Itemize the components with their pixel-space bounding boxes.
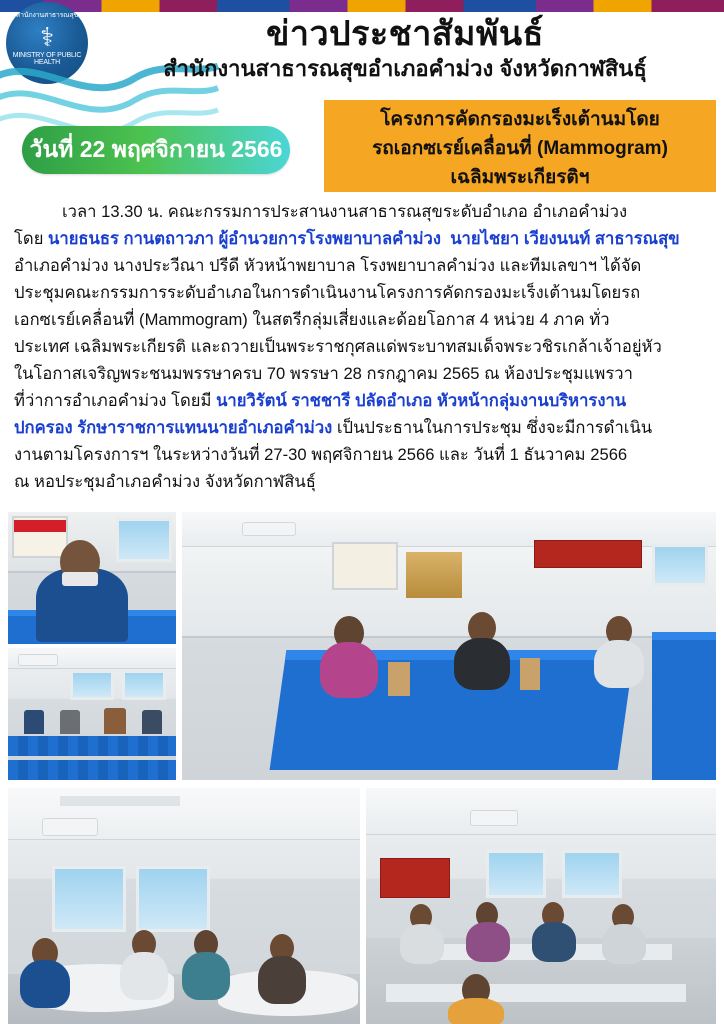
photo-table-end: [652, 632, 716, 780]
article-line-11: ณ หอประชุมอำเภอคำม่วง จังหวัดกาฬสินธุ์: [14, 472, 316, 491]
photo-air-conditioner: [242, 522, 296, 536]
photo-meeting-long-table: [182, 512, 716, 780]
logo-org-bottom-text: MINISTRY OF PUBLIC HEALTH: [12, 51, 82, 67]
photo-attendee-body-3: [182, 952, 230, 1000]
photo-attendee-body: [20, 960, 70, 1008]
photo-attendee-body-4: [602, 924, 646, 964]
project-title-box: [324, 100, 716, 192]
photo-window: [70, 670, 114, 700]
photo-meeting-room-left: [8, 788, 360, 1024]
photo-window: [116, 518, 172, 562]
project-title-line1: โครงการคัดกรองมะเร็งเต้านมโดย: [380, 108, 660, 130]
photo-attendee-body-2: [454, 638, 510, 690]
photo-document: [62, 572, 98, 586]
logo-org-top-text: สำนักงานสาธารณสุข: [15, 12, 79, 19]
article-line-6: ประเทศ เฉลิมพระเกียรติ และถวายเป็นพระราชกุศลแด่พระบาทสมเด็จพระวชิรเกล้าเจ้าอยู่หัว: [14, 337, 662, 356]
photo-meeting-room-right: [366, 788, 716, 1024]
page-subtitle: สำนักงานสาธารณสุขอำเภอคำม่วง จังหวัดกาฬสินธุ์: [163, 56, 647, 81]
article-line-3: อำเภอคำม่วง นางประวีณา ปรีดี หัวหน้าพยาบาล โรงพยาบาลคำม่วง และทีมเลขาฯ ได้จัด: [14, 256, 642, 275]
photo-attendee-body: [400, 924, 444, 964]
photo-attendee-body: [320, 642, 378, 698]
photo-attendee-2: [60, 710, 80, 734]
project-title-line2: รถเอกซเรย์เคลื่อนที่ (Mammogram): [372, 137, 668, 159]
date-badge: วันที่ 22 พฤศจิกายน 2566: [22, 126, 290, 174]
official-name-3: นายวิรัตน์ ราชชารี ปลัดอำเภอ หัวหน้ากลุ่มงานบริหารงาน: [216, 391, 627, 410]
photo-window: [52, 866, 126, 932]
photo-ceiling-beam: [60, 796, 180, 806]
photo-attendee-body-4: [258, 956, 306, 1004]
photo-attendee-3: [104, 708, 126, 734]
article-line-10: งานตามโครงการฯ ในระหว่างวันที่ 27-30 พฤศจิกายน 2566 และ วันที่ 1 ธันวาคม 2566: [14, 445, 628, 464]
article-line-4: ประชุมคณะกรรมการระดับอำเภอในการดำเนินงานโครงการคัดกรองมะเร็งเต้านมโดยรถ: [14, 283, 641, 302]
photo-window: [652, 544, 708, 586]
photo-attendee-body-3: [594, 640, 644, 688]
photo-red-banner: [534, 540, 642, 568]
article-body: [0, 192, 724, 495]
article-line-2a: โดย: [14, 229, 49, 248]
official-name-2: นายไชยา เวียงนนท์ สาธารณสุข: [450, 229, 680, 248]
photo-attendee-4: [142, 710, 162, 734]
photo-window-2: [562, 850, 622, 898]
photo-table-cloth: [8, 736, 176, 756]
photo-poster: [332, 542, 398, 590]
photo-ceiling: [366, 788, 716, 835]
article-line-9: เป็นประธานในการประชุม ซึ่งจะมีการดำเนิน: [332, 418, 653, 437]
photo-red-banner: [380, 858, 450, 898]
photo-gallery: [0, 512, 724, 1024]
photo-air-conditioner: [42, 818, 98, 836]
decorative-color-stripe: [0, 0, 724, 12]
photo-paper-bag: [388, 662, 410, 696]
photo-window-2: [136, 866, 210, 932]
ministry-of-public-health-logo: [6, 2, 88, 84]
name-gap: [441, 229, 450, 248]
photo-table-cloth-2: [8, 760, 176, 780]
photo-air-conditioner: [18, 654, 58, 666]
photo-attendee-body-2: [466, 922, 510, 962]
photo-attendee-body-3: [532, 922, 576, 962]
photo-altar: [406, 552, 462, 598]
header-titles: [96, 14, 714, 84]
photo-table-row-2: [386, 984, 686, 1002]
photo-speaker-podium: [8, 512, 176, 644]
page-header: [0, 0, 724, 96]
banner-row: [0, 100, 724, 192]
official-name-4: ปกครอง รักษาราชการแทนนายอำเภอคำม่วง: [14, 418, 333, 437]
photo-paper-bag-2: [520, 658, 540, 690]
project-title-line3: เฉลิมพระเกียรติฯ: [450, 166, 590, 188]
article-line-8: ที่ว่าการอำเภอคำม่วง โดยมี: [14, 391, 217, 410]
photo-window-2: [122, 670, 166, 700]
photo-window: [486, 850, 546, 898]
official-name-1: นายธนธร กานตถาวภา ผู้อำนวยการโรงพยาบาลคำม่วง: [48, 229, 441, 248]
photo-attendee-body-2: [120, 952, 168, 1000]
article-line-5: เอกซเรย์เคลื่อนที่ (Mammogram) ในสตรีกลุ่มเสี่ยงและด้อยโอกาส 4 หน่วย 4 ภาค ทั่ว: [14, 310, 610, 329]
photo-audience-wide: [8, 648, 176, 780]
article-line-1: เวลา 13.30 น. คณะกรรมการประสานงานสาธารณสุขระดับอำเภอ อำเภอคำม่วง: [62, 202, 628, 221]
caduceus-icon: ⚕: [40, 21, 54, 52]
page-title: ข่าวประชาสัมพันธ์: [266, 15, 544, 53]
photo-air-conditioner: [470, 810, 518, 826]
photo-attendee: [24, 710, 44, 734]
article-line-7: ในโอกาสเจริญพระชนมพรรษาครบ 70 พรรษา 28 กรกฎาคม 2565 ณ ห้องประชุมแพรวา: [14, 364, 633, 383]
photo-attendee-body-5: [448, 998, 504, 1024]
photo-poster-banner: [14, 520, 66, 532]
